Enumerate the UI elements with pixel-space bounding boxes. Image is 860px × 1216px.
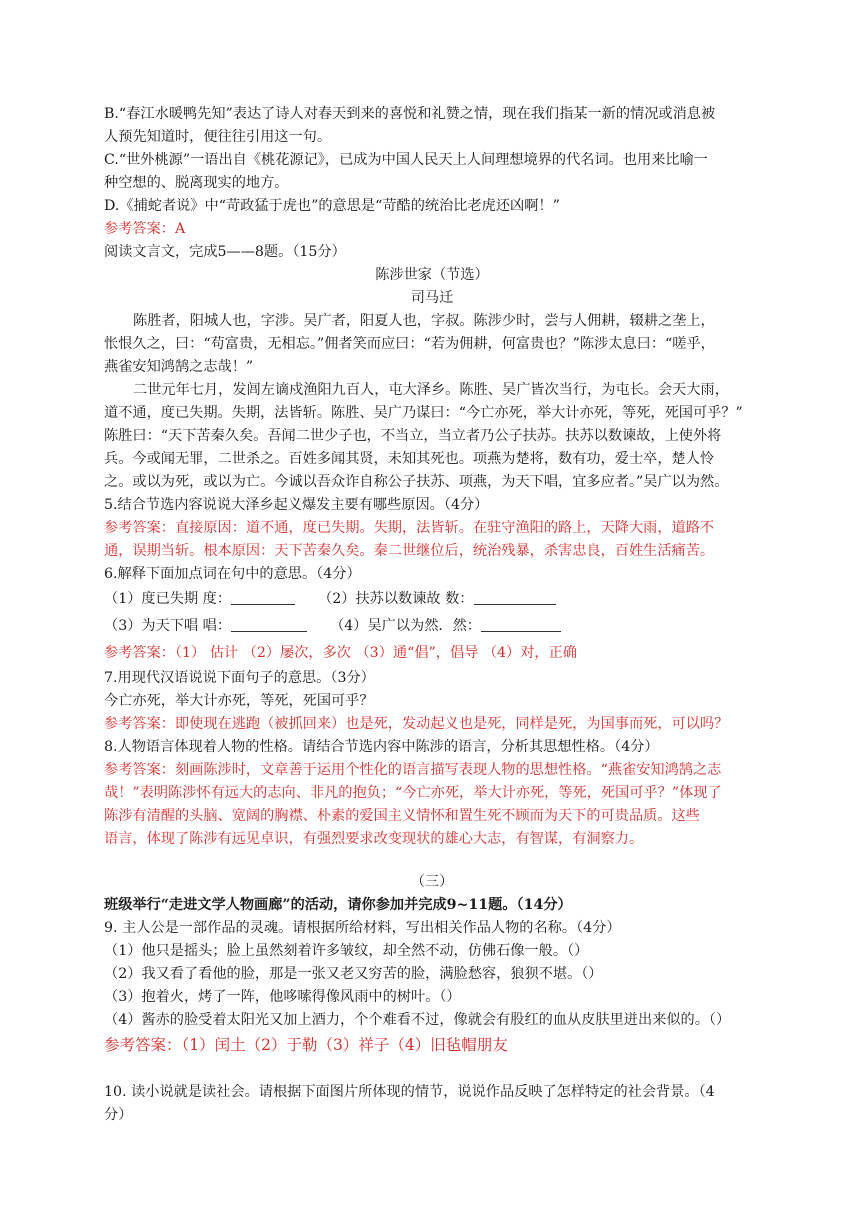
question-6: 6.解释下面加点词在句中的意思。（4分） (104, 566, 361, 582)
answer-q7: 参考答案：即使现在逃跑（被抓回来）也是死，发动起义也是死，同样是死，为国事而死，可以吗？ (104, 716, 729, 732)
answer-q6: 参考答案：（1） 估计 （2）屡次，多次 （3）通“倡”，倡导 （4）对，正确 (104, 645, 577, 661)
answer-q8-line2: 哉！”表明陈涉怀有远大的志向、非凡的抱负；“今亡亦死，举大计亦死，等死，死国可乎？”体现了 (104, 785, 722, 801)
passage-p2-line4: 兵。今或闻无罪，二世杀之。百姓多闻其贤，未知其死也。项燕为楚将，数有功，爱士卒，楚人怜 (104, 451, 715, 467)
q6-item3-blank[interactable] (231, 616, 307, 632)
question-9-item3: （3）抱着火，烤了一阵，他哆嗦得像风雨中的树叶。（） (104, 989, 461, 1005)
section-3-intro: 班级举行“走进文学人物画廊”的活动，请你参加并完成9~11题。（14分） (104, 897, 572, 913)
passage-p1-line2: 怅恨久之，曰：“苟富贵，无相忘。”佣者笑而应曰：“若为佣耕，何富贵也？”陈涉太息曰：“嗟乎， (104, 336, 715, 352)
answer-q8-line4: 语言，体现了陈涉有远见卓识，有强烈要求改变现状的雄心大志，有智谋，有洞察力。 (104, 831, 644, 847)
passage-p2-line5: 之。或以为死，或以为亡。今诚以吾众诈自称公子扶苏、项燕，为天下唱，宜多应者。”吴广以为然。 (104, 474, 729, 490)
answer-q5-line1: 参考答案：直接原因：道不通，度已失期。失期，法皆斩。在驻守渔阳的路上，天降大雨，道路不 (104, 520, 715, 536)
passage-title: 陈涉世家（节选） (375, 267, 489, 283)
question-9-item4: （4）酱赤的脸受着太阳光又加上酒力，个个难看不过，像就会有股红的血从皮肤里迸出来似的。（） (104, 1012, 731, 1028)
question-5: 5.结合节选内容说说大泽乡起义爆发主要有哪些原因。（4分） (104, 497, 489, 513)
question-7-sentence: 今亡亦死，举大计亦死，等死，死国可乎？ (104, 693, 374, 709)
question-9-item1: （1）他只是摇头；脸上虽然刻着许多皱纹，却全然不动，仿佛石像一般。（） (104, 943, 589, 959)
passage-p1-line3: 燕雀安知鸿鹄之志哉！” (104, 359, 254, 375)
q6-item1-blank[interactable] (231, 589, 295, 605)
answer-q4: 参考答案：A (104, 221, 186, 237)
option-b-line2: 人预先知道时，便往往引用这一句。 (104, 129, 332, 145)
question-9-item2: （2）我又看了看他的脸，那是一张又老又穷苦的脸，满脸愁容，狼狈不堪。（） (104, 966, 603, 982)
reading-intro: 阅读文言文，完成5——8题。（15分） (104, 244, 346, 260)
question-7: 7.用现代汉语说说下面句子的意思。（3分） (104, 670, 375, 686)
spacer (104, 851, 760, 871)
answer-q5-line2: 通，误期当斩。根本原因：天下苦秦久矣。秦二世继位后，统治残暴，杀害忠良，百姓生活痛苦。 (104, 543, 715, 559)
passage-p1-line1: 陈胜者，阳城人也，字涉。吴广者，阳夏人也，字叔。陈涉少时，尝与人佣耕，辍耕之垄上， (133, 313, 715, 329)
q6-item3: （3）为天下唱 唱： (104, 618, 232, 634)
passage-author: 司马迁 (410, 290, 454, 306)
question-10-line2: 分） (104, 1107, 133, 1123)
option-d-line1: D.《捕蛇者说》中“苛政猛于虎也”的意思是“苛酷的统治比老虎还凶啊！” (104, 198, 560, 214)
passage-p2-line1: 二世元年七月，发闾左谪戍渔阳九百人，屯大泽乡。陈胜、吴广皆次当行，为屯长。会天大雨， (133, 382, 729, 398)
q6-item2-blank[interactable] (474, 589, 556, 605)
answer-q8-line1: 参考答案：刻画陈涉时，文章善于运用个性化的语言描写表现人物的思想性格。“燕雀安知鸿鹄之志 (104, 762, 722, 778)
q6-item4: （4）吴广以为然．然： (330, 618, 481, 634)
answer-q8-line3: 陈涉有清醒的头脑、宽阔的胸襟、朴素的爱国主义情怀和置生死不顾而为天下的可贵品质。这些 (104, 808, 700, 824)
option-c-line1: C.“世外桃源”一语出自《桃花源记》，已成为中国人民天上人间理想境界的代名词。也用来比喻一 (104, 152, 708, 168)
option-c-line2: 种空想的、脱离现实的地方。 (104, 175, 289, 191)
question-9: 9. 主人公是一部作品的灵魂。请根据所给材料，写出相关作品人物的名称。（4分） (104, 920, 621, 936)
question-6-row1 (104, 586, 760, 613)
option-b-line1: B.“春江水暖鸭先知”表达了诗人对春天到来的喜悦和礼赞之情，现在我们指某一新的情况或消息被 (104, 106, 716, 122)
q6-item1: （1）度已失期 度： (104, 591, 232, 607)
q6-item2: （2）扶苏以数谏故 数： (318, 591, 474, 607)
question-10-line1: 10. 读小说就是读社会。请根据下面图片所体现的情节，说说作品反映了怎样特定的社会背景。（4 (104, 1084, 715, 1100)
spacer (104, 1059, 760, 1081)
document-page (104, 103, 760, 1127)
passage-p2-line3: 陈胜曰：“天下苦秦久矣。吾闻二世少子也，不当立，当立者乃公子扶苏。扶苏以数谏故，上使外将 (104, 428, 722, 444)
q6-item4-blank[interactable] (481, 616, 561, 632)
answer-q9: 参考答案：（1）闰土（2）于勒（3）祥子（4）旧毡帽朋友 (104, 1036, 508, 1054)
question-6-row2 (104, 613, 760, 640)
passage-p2-line2: 道不通，度已失期。失期，法皆斩。陈胜、吴广乃谋曰：“今亡亦死，举大计亦死，等死，死国可乎？” (104, 405, 743, 421)
question-8: 8.人物语言体现着人物的性格。请结合节选内容中陈涉的语言，分析其思想性格。（4分） (104, 739, 659, 755)
section-3-heading: （三） (410, 874, 454, 890)
